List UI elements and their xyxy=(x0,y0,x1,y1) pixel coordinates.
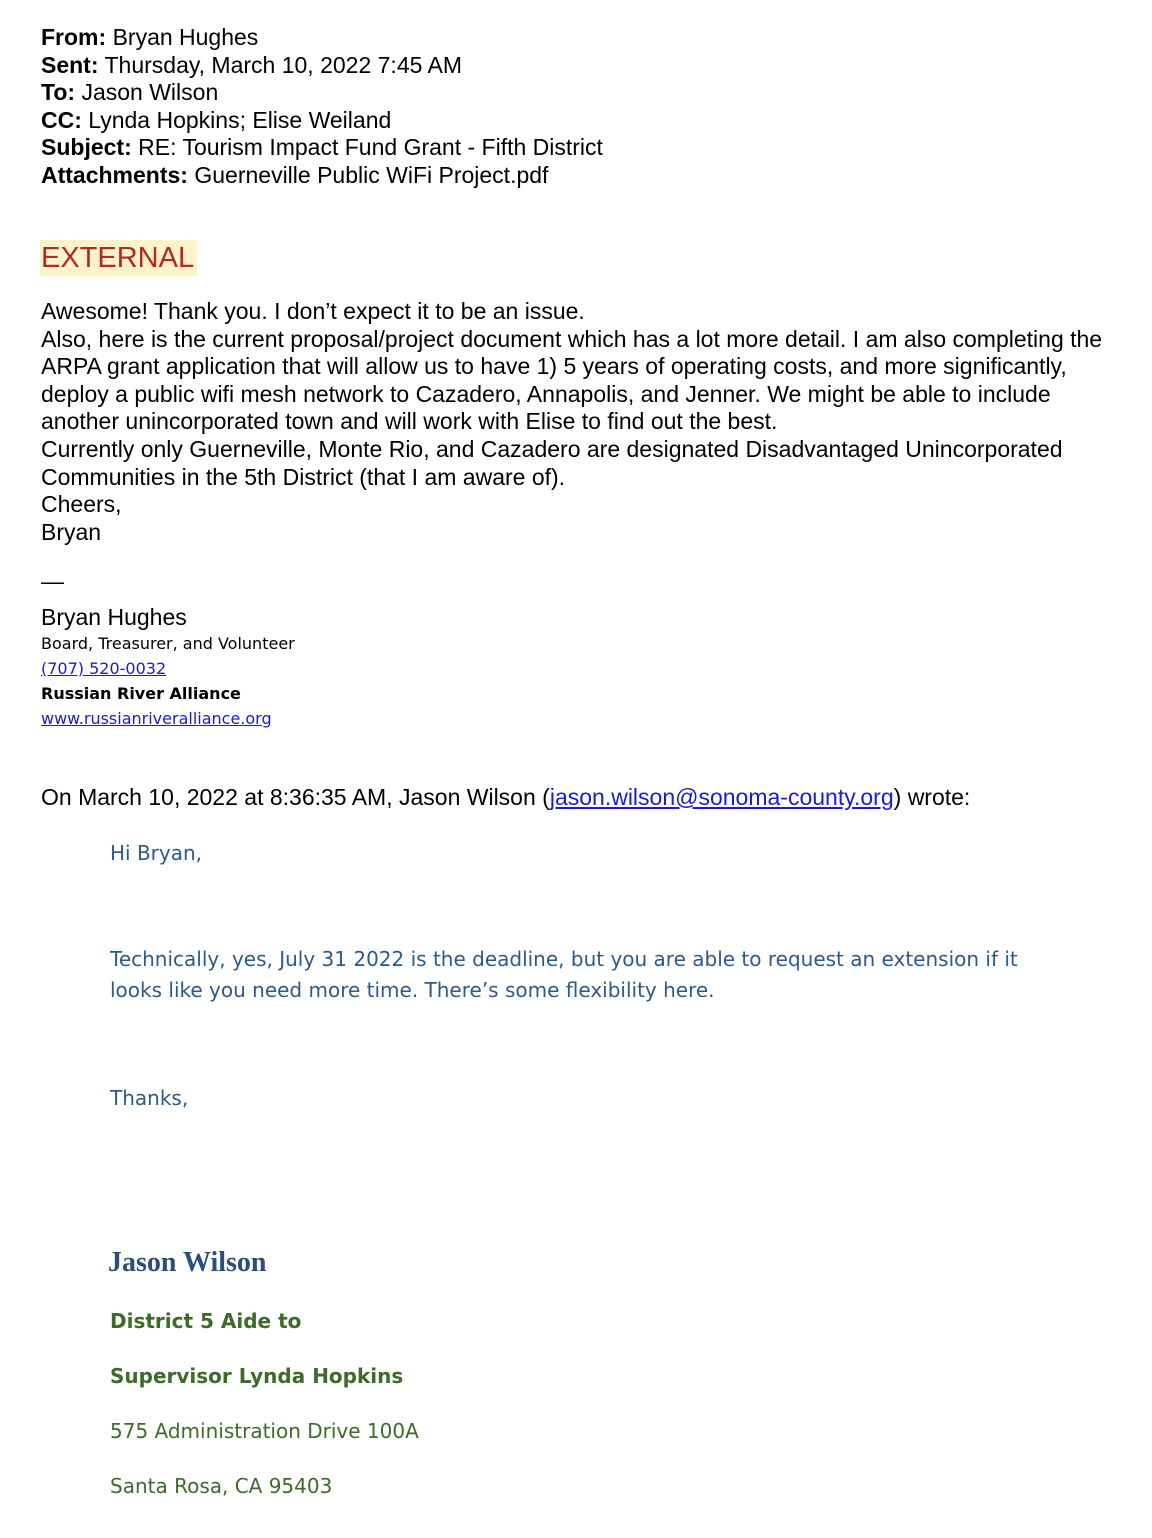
reply-signature-address: 575 Administration Drive 100A xyxy=(110,1419,419,1443)
signature-org: Russian River Alliance xyxy=(41,684,241,703)
cc-value: Lynda Hopkins; Elise Weiland xyxy=(88,106,392,133)
reply-thanks: Thanks, xyxy=(110,1086,189,1110)
quoted-email-link[interactable]: jason.wilson@sonoma-county.org xyxy=(549,784,894,810)
message-line-1: Awesome! Thank you. I don’t expect it to be an issue. xyxy=(41,298,585,324)
reply-signature-title-2: Supervisor Lynda Hopkins xyxy=(110,1364,404,1388)
message-paragraph-2: Currently only Guerneville, Monte Rio, and Cazadero are designated Disadvantaged Unincorporated Communities in the 5th District (that I am aware of). xyxy=(41,435,1063,490)
quoted-intro-before: On March 10, 2022 at 8:36:35 AM, Jason Wilson ( xyxy=(41,784,550,810)
sent-label: Sent: xyxy=(41,51,99,78)
message-body xyxy=(41,298,1131,546)
reply-signature-title-1: District 5 Aide to xyxy=(110,1309,302,1333)
subject-value: RE: Tourism Impact Fund Grant - Fifth District xyxy=(138,134,603,160)
from-value: Bryan Hughes xyxy=(112,24,259,50)
from-line xyxy=(41,24,603,52)
to-line xyxy=(41,79,603,107)
subject-line xyxy=(41,134,603,162)
attachments-label: Attachments: xyxy=(41,161,188,188)
sent-value: Thursday, March 10, 2022 7:45 AM xyxy=(104,51,463,78)
email-header xyxy=(41,24,603,189)
signature-name: Bryan Hughes xyxy=(41,604,187,630)
signature-separator: — xyxy=(41,568,64,594)
message-sign: Bryan xyxy=(41,518,102,545)
external-banner: EXTERNAL xyxy=(40,240,197,276)
sent-line xyxy=(41,52,603,80)
signature-website-link[interactable]: www.russianriveralliance.org xyxy=(41,709,272,728)
quoted-intro-after: ) wrote: xyxy=(893,784,971,810)
signature-role: Board, Treasurer, and Volunteer xyxy=(41,634,295,653)
attachments-line xyxy=(41,162,603,190)
to-value: Jason Wilson xyxy=(81,79,219,105)
subject-label: Subject: xyxy=(41,134,132,160)
reply-greeting: Hi Bryan, xyxy=(110,841,203,865)
message-paragraph-1: Also, here is the current proposal/project document which has a lot more detail. I am also completing the ARPA grant application that will allow us to have 1) 5 years of operating costs, and more significantly, deploy a public wifi mesh network to Cazadero, Annapolis, and Jenner. We might be able to include another unincorporated town and will work with Elise to find out the best. xyxy=(41,325,1103,435)
signature-phone-link[interactable]: (707) 520-0032 xyxy=(41,659,167,678)
reply-body: Technically, yes, July 31 2022 is the deadline, but you are able to request an extension if it looks like you need more time. There’s some flexibility here. xyxy=(110,947,1018,1002)
reply-signature-city: Santa Rosa, CA 95403 xyxy=(110,1474,333,1498)
to-label: To: xyxy=(41,79,76,105)
reply-signature-name: Jason Wilson xyxy=(108,1247,267,1278)
quoted-intro xyxy=(41,783,970,811)
cc-label: CC: xyxy=(41,106,82,133)
cc-line xyxy=(41,107,603,135)
from-label: From: xyxy=(41,24,107,50)
attachment-file[interactable]: Guerneville Public WiFi Project.pdf xyxy=(194,161,549,188)
message-closing: Cheers, xyxy=(41,491,122,518)
